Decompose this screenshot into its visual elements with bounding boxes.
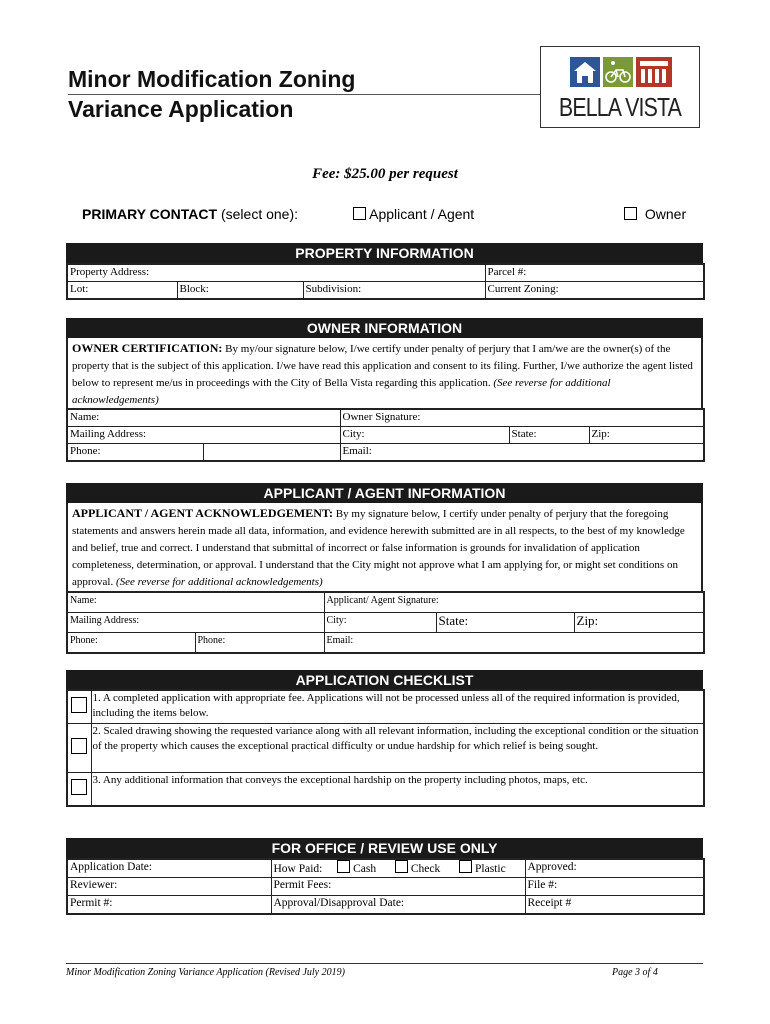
checklist-item-1: 1. A completed application with appropriate fee. Applications will not be processed unless all of the required information is provided, including the items below. — [91, 690, 704, 724]
applicant-phone-field[interactable]: Phone: — [67, 633, 195, 654]
plastic-checkbox[interactable] — [459, 860, 472, 873]
property-address-field[interactable]: Property Address: — [67, 264, 485, 282]
applicant-acknowledgement-label: APPLICANT / AGENT ACKNOWLEDGEMENT: — [72, 506, 334, 520]
owner-certification-note: (See reverse for additional acknowledgements) — [72, 377, 611, 406]
owner-information-table — [66, 408, 705, 462]
logo-bike-icon — [603, 57, 633, 87]
application-checklist-table — [66, 689, 705, 807]
checklist-item-1-checkbox[interactable] — [71, 697, 87, 713]
primary-contact-label — [82, 206, 298, 222]
block-field[interactable]: Block: — [177, 282, 303, 300]
applicant-acknowledgement-text — [66, 503, 703, 591]
title-divider — [68, 94, 544, 95]
owner-city-field[interactable]: City: — [340, 427, 509, 444]
owner-phone-field[interactable]: Phone: — [67, 444, 203, 462]
applicant-city-field[interactable]: City: — [324, 613, 436, 633]
property-information-table — [66, 263, 705, 300]
applicant-acknowledgement-note: (See reverse for additional acknowledgements) — [115, 576, 323, 588]
lot-field[interactable]: Lot: — [67, 282, 177, 300]
application-date-field[interactable]: Application Date: — [67, 859, 271, 878]
owner-certification-label: OWNER CERTIFICATION: — [72, 341, 223, 355]
subdivision-field[interactable]: Subdivision: — [303, 282, 485, 300]
permit-fees-field[interactable]: Permit Fees: — [271, 878, 525, 896]
applicant-mailing-address-field[interactable]: Mailing Address: — [67, 613, 324, 633]
permit-number-field[interactable]: Permit #: — [67, 896, 271, 915]
checklist-item-2-checkbox[interactable] — [71, 738, 87, 754]
plastic-label: Plastic — [475, 863, 506, 875]
owner-certification-text — [66, 338, 703, 408]
checklist-item-2: 2. Scaled drawing showing the requested variance along with all relevant information, including the exceptional condition or the situation of the property which causes the exceptional practical difficulty or undue hardship for which relief is being sought. — [91, 724, 704, 773]
applicant-agent-checkbox[interactable] — [353, 207, 366, 220]
application-checklist-heading: APPLICATION CHECKLIST — [66, 670, 703, 690]
checklist-item-2-cell[interactable] — [67, 724, 91, 773]
reviewer-field[interactable]: Reviewer: — [67, 878, 271, 896]
applicant-acknowledgement-body: By my signature below, I certify under penalty of perjury that the foregoing statements and answers herein made all data, information, and evidence herewith submitted are in all respects, to the best of my knowledge and belief, true and correct. I understand that submittal of incorrect or false information is grounds for invalidation of application completeness, determination, or approval. I understand that the City might not approve what I am applying for, or might set conditions on approval. — [72, 508, 685, 588]
applicant-zip-field[interactable]: Zip: — [574, 613, 704, 633]
primary-contact-label-bold: PRIMARY CONTACT — [82, 206, 218, 222]
form-title-line2: Variance Application — [68, 96, 294, 122]
cash-label: Cash — [353, 863, 377, 875]
office-use-table — [66, 858, 705, 915]
applicant-agent-option-label: Applicant / Agent — [369, 206, 475, 222]
receipt-number-field[interactable]: Receipt # — [525, 896, 704, 915]
checklist-item-3-checkbox[interactable] — [71, 779, 87, 795]
current-zoning-field[interactable]: Current Zoning: — [485, 282, 704, 300]
owner-zip-field[interactable]: Zip: — [589, 427, 704, 444]
primary-contact-label-rest: (select one): — [217, 206, 299, 222]
owner-checkbox[interactable] — [624, 207, 637, 220]
applicant-name-field[interactable]: Name: — [67, 592, 324, 613]
applicant-information-table — [66, 591, 705, 654]
applicant-agent-option[interactable] — [353, 206, 474, 222]
cash-checkbox[interactable] — [337, 860, 350, 873]
how-paid-label: How Paid: — [273, 863, 323, 875]
owner-information-heading: OWNER INFORMATION — [66, 318, 703, 338]
how-paid-field — [271, 859, 525, 878]
checklist-item-3-cell[interactable] — [67, 773, 91, 807]
owner-option[interactable] — [624, 206, 686, 222]
applicant-signature-field[interactable]: Applicant/ Agent Signature: — [324, 592, 704, 613]
owner-signature-field[interactable]: Owner Signature: — [340, 409, 704, 427]
footer-page-number: Page 3 of 4 — [612, 967, 658, 978]
footer-document-title: Minor Modification Zoning Variance Application (Revised July 2019) — [66, 967, 345, 978]
logo-icons — [541, 51, 701, 97]
approved-field[interactable]: Approved: — [525, 859, 704, 878]
check-checkbox[interactable] — [395, 860, 408, 873]
logo-wordmark: BELLA VISTA — [558, 92, 682, 122]
owner-phone-field-2[interactable] — [203, 444, 340, 462]
parcel-field[interactable]: Parcel #: — [485, 264, 704, 282]
office-use-heading: FOR OFFICE / REVIEW USE ONLY — [66, 838, 703, 858]
checklist-item-1-cell[interactable] — [67, 690, 91, 724]
applicant-state-field[interactable]: State: — [436, 613, 574, 633]
owner-certification-body: By my/our signature below, I/we certify under penalty of perjury that I am/we are the owner(s) of the property that is the subject of this application. I/we have read this application and consent to its filing. Further, I/we authorize the agent listed below to represent me/us in proceedings with the City of Bella Vista regarding this application. — [72, 343, 693, 389]
check-label: Check — [410, 863, 441, 875]
form-title-line1: Minor Modification Zoning — [68, 66, 356, 92]
owner-name-field[interactable]: Name: — [67, 409, 340, 427]
footer-divider — [66, 963, 703, 964]
owner-mailing-address-field[interactable]: Mailing Address: — [67, 427, 340, 444]
owner-state-field[interactable]: State: — [509, 427, 589, 444]
property-information-heading: PROPERTY INFORMATION — [66, 243, 703, 263]
applicant-phone-field-2[interactable]: Phone: — [195, 633, 324, 654]
applicant-agent-information-heading: APPLICANT / AGENT INFORMATION — [66, 483, 703, 503]
owner-option-label: Owner — [644, 206, 687, 222]
bella-vista-logo — [540, 46, 700, 128]
file-number-field[interactable]: File #: — [525, 878, 704, 896]
approval-date-field[interactable]: Approval/Disapproval Date: — [271, 896, 525, 915]
owner-email-field[interactable]: Email: — [340, 444, 704, 462]
checklist-item-3: 3. Any additional information that conveys the exceptional hardship on the property including photos, maps, etc. — [91, 773, 704, 807]
applicant-email-field[interactable]: Email: — [324, 633, 704, 654]
fee-text: Fee: $25.00 per request — [312, 166, 458, 182]
